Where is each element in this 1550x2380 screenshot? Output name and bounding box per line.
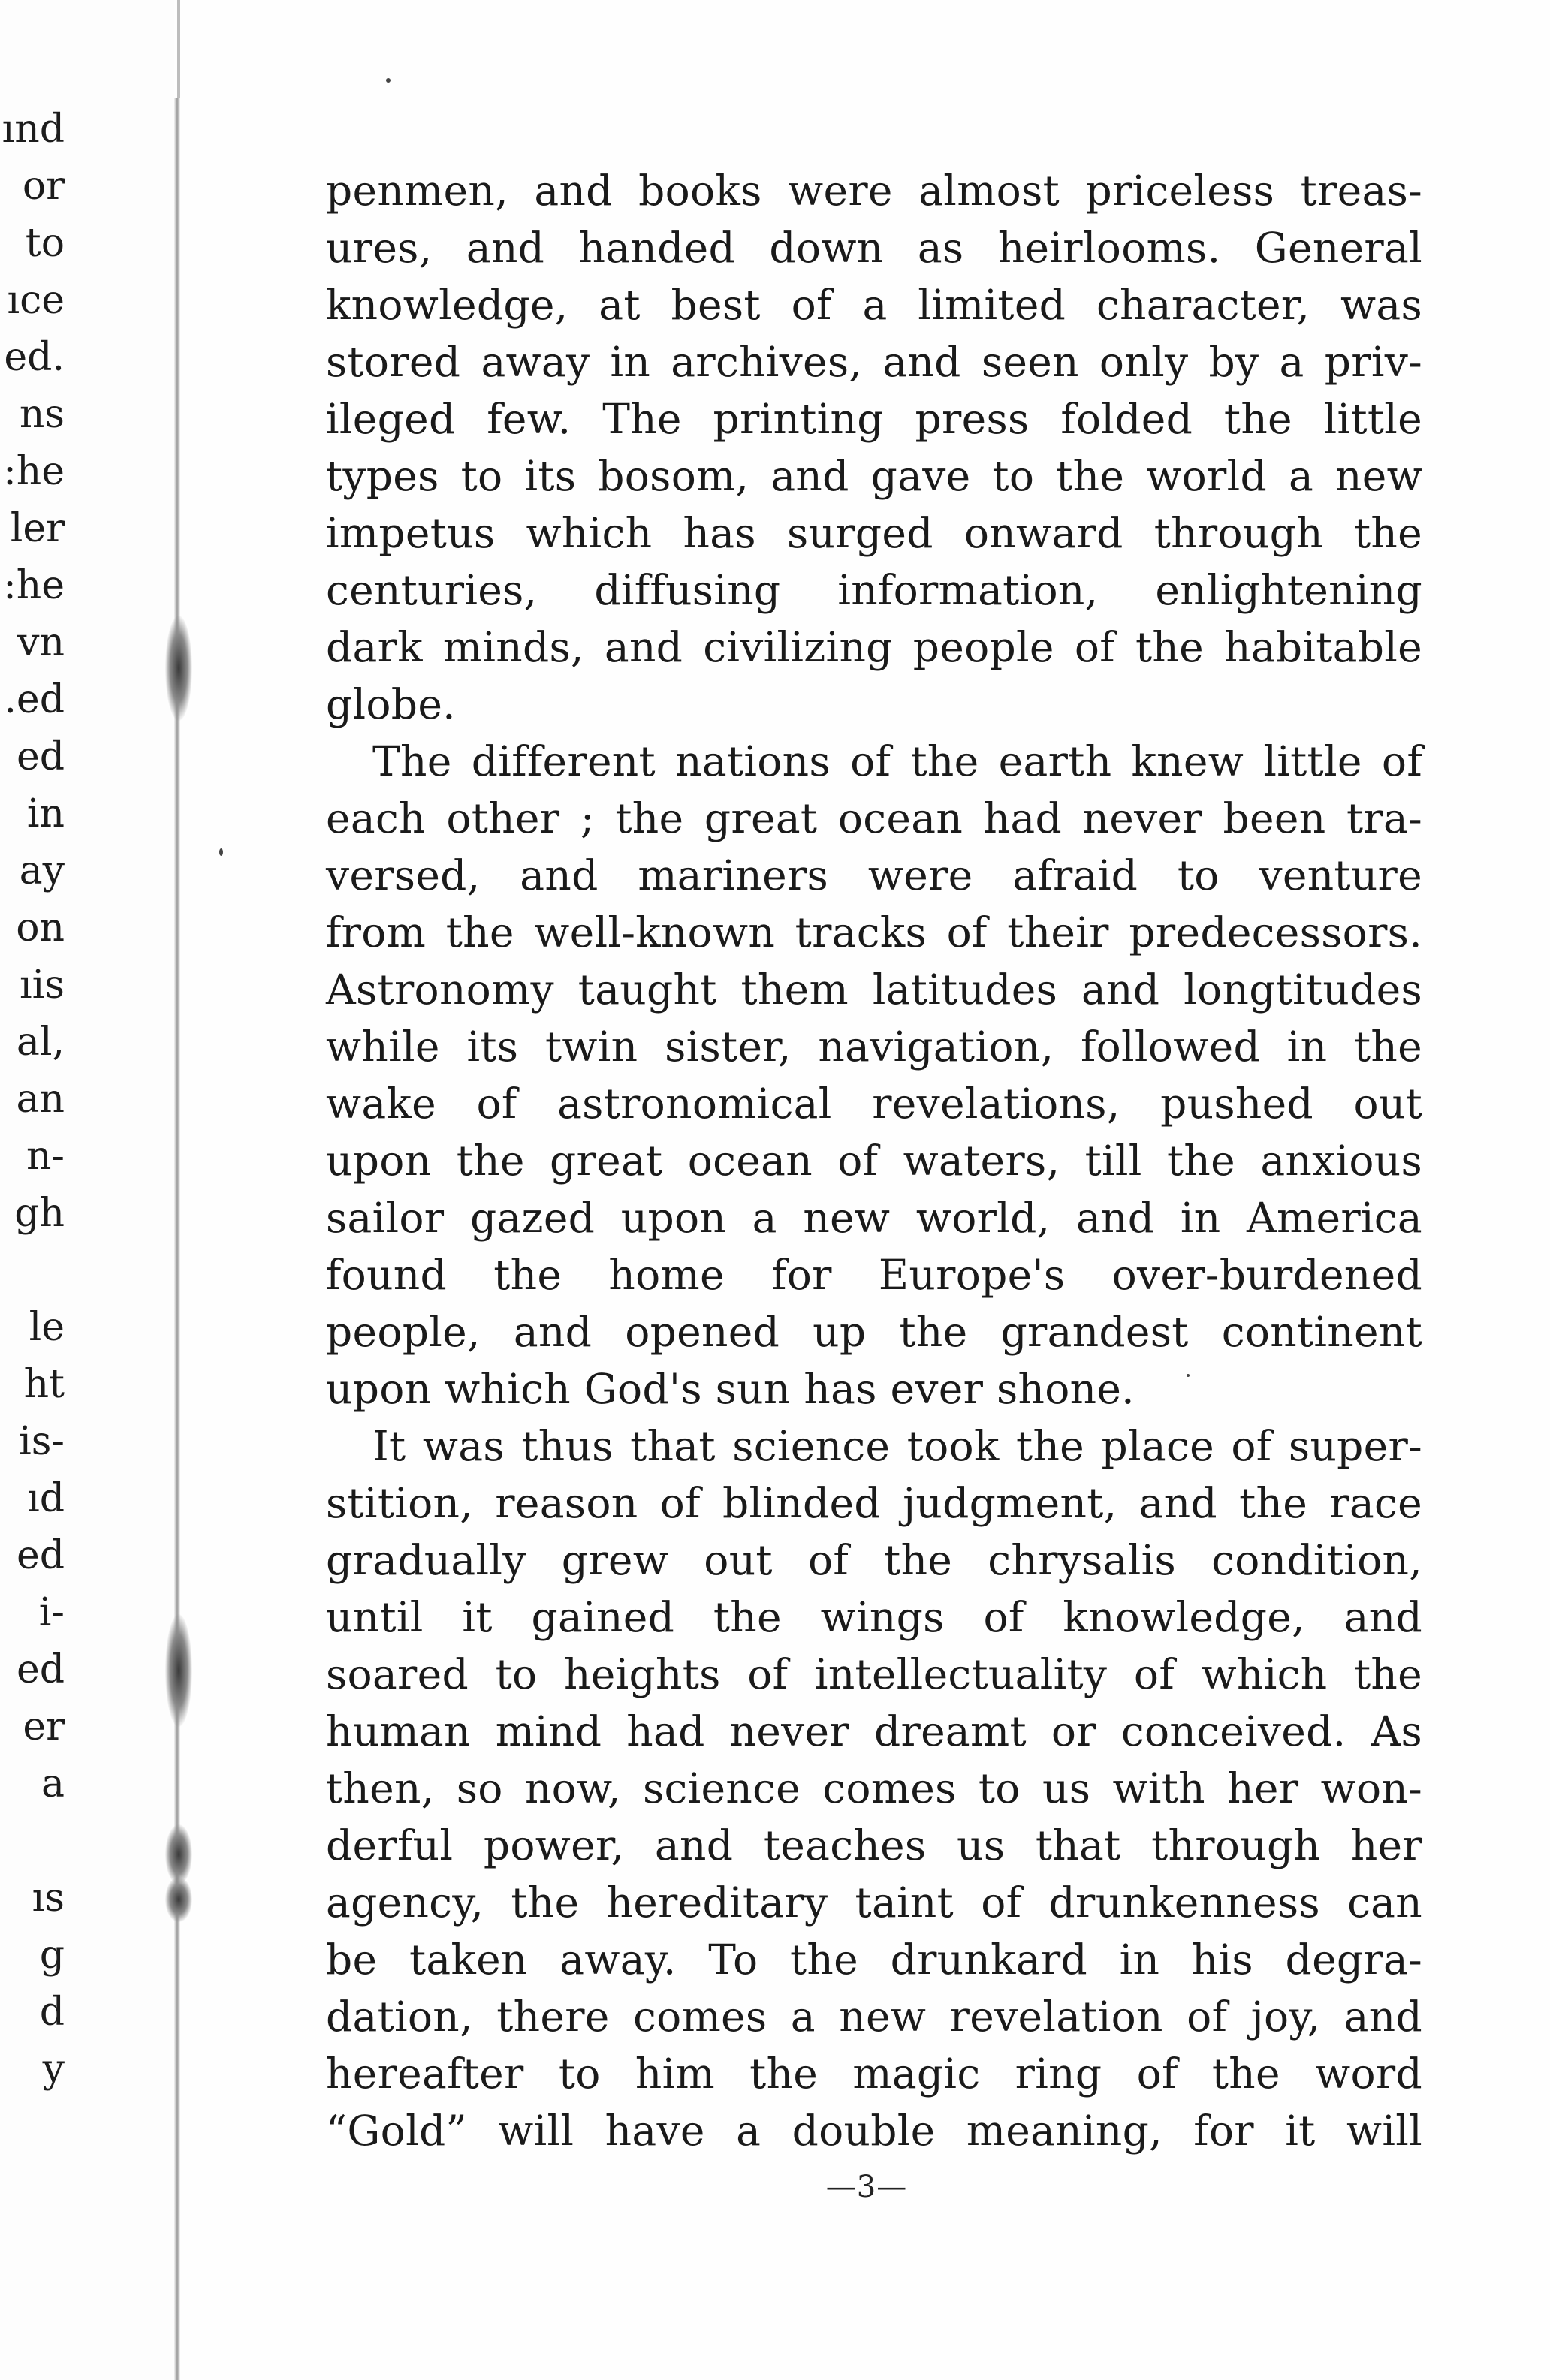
- text-line: be taken away. To the drunkard in his degra-: [326, 1936, 1422, 1984]
- facing-line: y: [42, 2047, 65, 2092]
- facing-line: g: [39, 1933, 65, 1978]
- body-text: [326, 162, 1422, 2159]
- text-line: Astronomy taught them latitudes and longtitudes: [326, 966, 1422, 1014]
- facing-line: ay: [19, 848, 65, 893]
- text-line: ileged few. The printing press folded the little: [326, 395, 1422, 443]
- paper-speck: [219, 848, 223, 856]
- facing-line: ht: [23, 1362, 65, 1407]
- text-line: wake of astronomical revelations, pushed out: [326, 1080, 1422, 1128]
- facing-line: ed: [16, 1647, 65, 1692]
- facing-line: is-: [19, 1419, 65, 1464]
- text-line: people, and opened up the grandest continent: [326, 1308, 1422, 1356]
- facing-line: i-: [38, 1590, 65, 1635]
- text-line: found the home for Europe's over-burdened: [326, 1251, 1422, 1299]
- facing-line: ıs: [32, 1875, 65, 1921]
- facing-line: a: [41, 1761, 65, 1806]
- text-line: hereafter to him the magic ring of the word: [326, 2050, 1422, 2098]
- facing-line: :he: [3, 449, 65, 494]
- facing-line: .ed: [4, 677, 65, 722]
- binding-gutter: [174, 98, 180, 2380]
- text-line: centuries, diffusing information, enlightening: [326, 566, 1422, 614]
- facing-line: ıd: [27, 1476, 65, 1521]
- facing-line: or: [22, 164, 65, 209]
- text-line: penmen, and books were almost priceless treas-: [326, 167, 1422, 215]
- text-line: derful power, and teaches us that through her: [326, 1821, 1422, 1869]
- facing-line: d: [39, 1990, 65, 2035]
- facing-page-fragment: [0, 0, 174, 2380]
- text-line: types to its bosom, and gave to the world a new: [326, 452, 1422, 500]
- page-number: —3—: [825, 2170, 908, 2204]
- facing-line: on: [16, 905, 65, 950]
- facing-line: ns: [19, 392, 65, 437]
- text-line: gradually grew out of the chrysalis condition,: [326, 1536, 1422, 1584]
- text-line: stition, reason of blinded judgment, and the race: [326, 1479, 1422, 1527]
- text-line: dark minds, and civilizing people of the habitable: [326, 623, 1422, 671]
- paragraph-start-line: It was thus that science took the place of super-: [372, 1422, 1422, 1470]
- facing-line: :he: [3, 563, 65, 608]
- text-line: soared to heights of intellectuality of which the: [326, 1650, 1422, 1698]
- text-line: dation, there comes a new revelation of joy, and: [326, 1993, 1422, 2041]
- facing-line: in: [26, 791, 65, 836]
- facing-line: ed: [16, 734, 65, 779]
- facing-line: ınd: [2, 107, 65, 152]
- facing-line: gh: [14, 1191, 65, 1236]
- facing-line: ıce: [7, 278, 65, 323]
- text-line: ures, and handed down as heirlooms. General: [326, 224, 1422, 272]
- text-line: agency, the hereditary taint of drunkenness can: [326, 1878, 1422, 1927]
- book-page: [183, 0, 1550, 2380]
- text-line: impetus which has surged onward through the: [326, 509, 1422, 557]
- text-line: from the well-known tracks of their predecessors.: [326, 908, 1422, 957]
- facing-line: ler: [10, 506, 65, 551]
- facing-line: ed.: [4, 335, 65, 380]
- paragraph-start-line: The different nations of the earth knew little of: [372, 737, 1422, 785]
- text-line: upon which God's sun has ever shone.: [326, 1365, 1135, 1413]
- text-line: each other ; the great ocean had never been tra-: [326, 794, 1422, 842]
- text-line: then, so now, science comes to us with her won-: [326, 1764, 1422, 1812]
- text-line: globe.: [326, 680, 456, 728]
- paper-speck: [386, 78, 391, 83]
- text-line: while its twin sister, navigation, followed in the: [326, 1023, 1422, 1071]
- facing-line: to: [25, 221, 65, 266]
- text-line: human mind had never dreamt or conceived. As: [326, 1707, 1422, 1755]
- facing-line: n-: [26, 1134, 65, 1179]
- facing-line: le: [29, 1305, 65, 1350]
- facing-line: er: [23, 1704, 65, 1749]
- text-line: stored away in archives, and seen only by a priv-: [326, 338, 1422, 386]
- facing-line: an: [16, 1077, 65, 1122]
- facing-line: al,: [16, 1020, 65, 1065]
- text-line: sailor gazed upon a new world, and in America: [326, 1194, 1422, 1242]
- facing-line: vn: [17, 620, 65, 665]
- text-line: “Gold” will have a double meaning, for it will: [326, 2107, 1422, 2155]
- text-line: until it gained the wings of knowledge, and: [326, 1593, 1422, 1641]
- text-line: knowledge, at best of a limited character, was: [326, 281, 1422, 329]
- text-line: versed, and mariners were afraid to venture: [326, 851, 1422, 899]
- text-line: upon the great ocean of waters, till the anxious: [326, 1137, 1422, 1185]
- binding-edge: [177, 0, 180, 98]
- facing-line: ıis: [20, 963, 65, 1008]
- facing-line: ed: [16, 1533, 65, 1578]
